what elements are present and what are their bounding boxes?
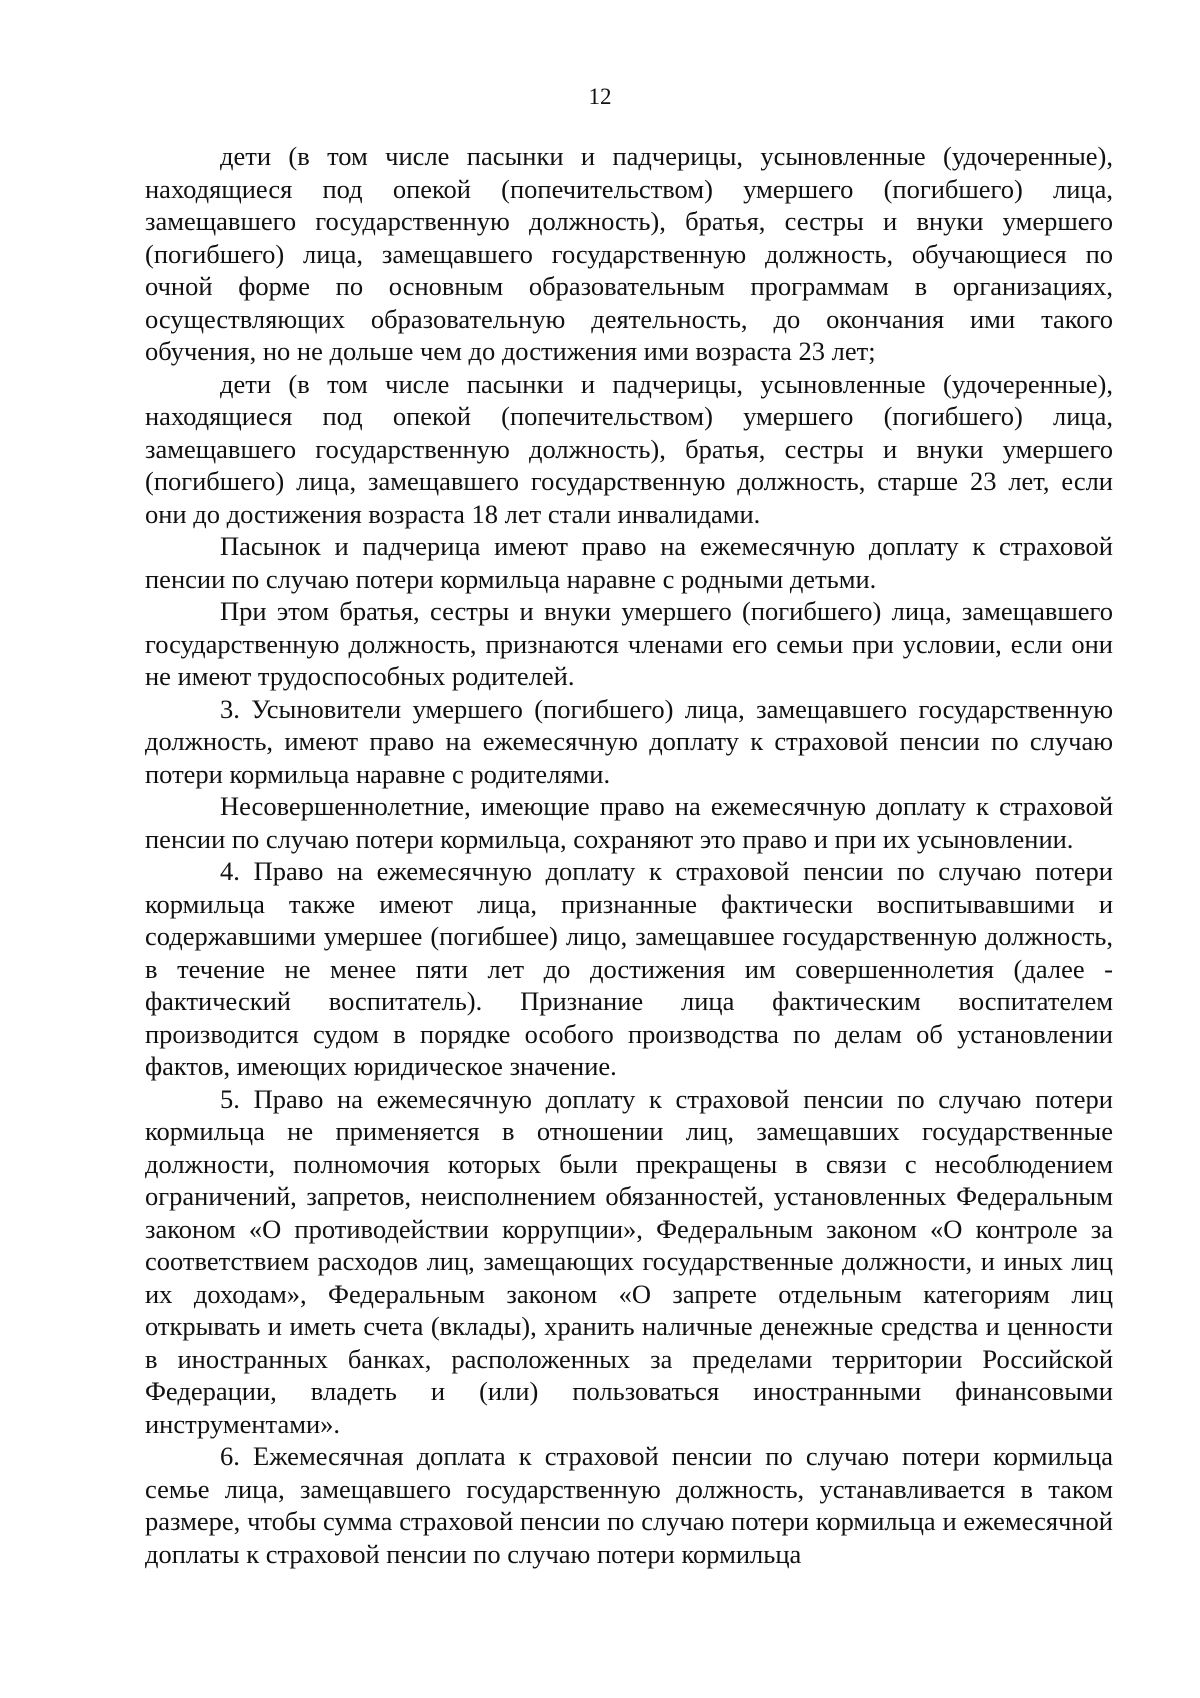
paragraph: дети (в том числе пасынки и падчерицы, усыновленные (удочеренные), находящиеся под опекой (попечительством) умершего (погибшего) лица, замещавшего государственную должность), братья, сестры и внуки умершего (погибшего) лица, замещавшего государственную должность, обучающиеся по очной форме по основным образовательным программам в организациях, осуществляющих образовательную деятельность, до окончания ими такого обучения, но не дольше чем до достижения ими возраста 23 лет;	[145, 141, 1113, 366]
paragraph: 6. Ежемесячная доплата к страховой пенсии по случаю потери кормильца семье лица, замещавшего государственную должность, устанавливается в таком размере, чтобы сумма страховой пенсии по случаю потери кормильца и ежемесячной доплаты к страховой пенсии по случаю потери кормильца	[145, 1441, 1113, 1569]
paragraph: Пасынок и падчерица имеют право на ежемесячную доплату к страховой пенсии по случаю потери кормильца наравне с родными детьми.	[145, 531, 1113, 594]
paragraph: дети (в том числе пасынки и падчерицы, усыновленные (удочеренные), находящиеся под опекой (попечительством) умершего (погибшего) лица, замещавшего государственную должность), братья, сестры и внуки умершего (погибшего) лица, замещавшего государственную должность, старше 23 лет, если они до достижения возраста 18 лет стали инвалидами.	[145, 368, 1113, 529]
paragraph: Несовершеннолетние, имеющие право на ежемесячную доплату к страховой пенсии по случаю потери кормильца, сохраняют это право и при их усыновлении.	[145, 791, 1113, 854]
paragraph: 5. Право на ежемесячную доплату к страховой пенсии по случаю потери кормильца не применяется в отношении лиц, замещавших государственные должности, полномочия которых были прекращены в связи с несоблюдением ограничений, запретов, неисполнением обязанностей, установленных Федеральным законом «О противодействии коррупции», Федеральным законом «О контроле за соответствием расходов лиц, замещающих государственные должности, и иных лиц их доходам», Федеральным законом «О запрете отдельным категориям лиц открывать и иметь счета (вклады), хранить наличные денежные средства и ценности в иностранных банках, расположенных за пределами территории Российской Федерации, владеть и (или) пользоваться иностранными финансовыми инструментами».	[145, 1083, 1113, 1439]
page-number: 12	[588, 84, 612, 109]
paragraph: При этом братья, сестры и внуки умершего (погибшего) лица, замещавшего государственную должность, признаются членами его семьи при условии, если они не имеют трудоспособных родителей.	[145, 596, 1113, 691]
paragraph: 4. Право на ежемесячную доплату к страховой пенсии по случаю потери кормильца также имеют лица, признанные фактически воспитывавшими и содержавшими умершее (погибшее) лицо, замещавшее государственную должность, в течение не менее пяти лет до достижения им совершеннолетия (далее - фактический воспитатель). Признание лица фактическим воспитателем производится судом в порядке особого производства по делам об установлении фактов, имеющих юридическое значение.	[145, 856, 1113, 1081]
paragraph: 3. Усыновители умершего (погибшего) лица, замещавшего государственную должность, имеют право на ежемесячную доплату к страховой пенсии по случаю потери кормильца наравне с родителями.	[145, 693, 1113, 789]
document-body	[145, 140, 1113, 1570]
